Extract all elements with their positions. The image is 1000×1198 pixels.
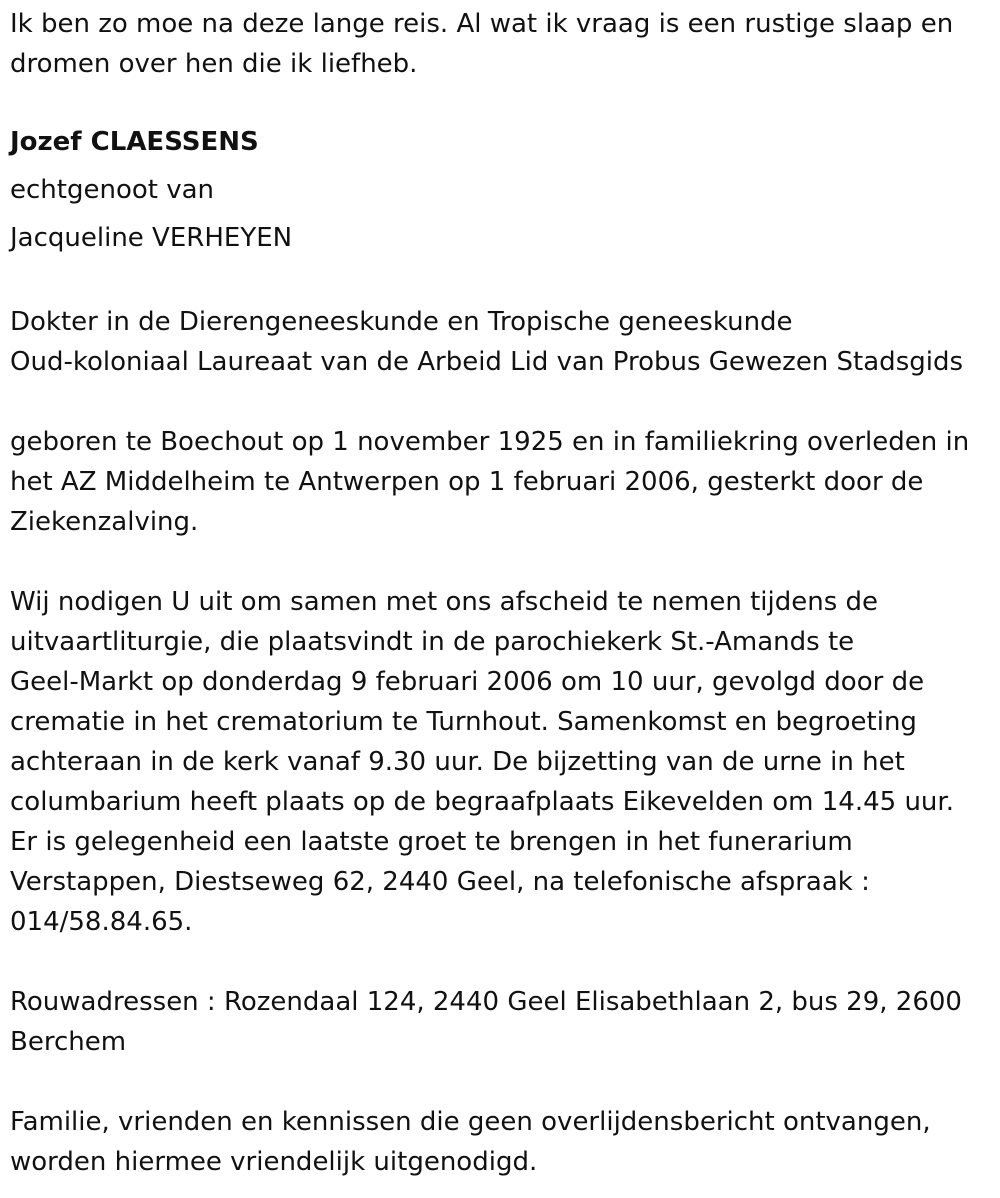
invitation-line: 014/58.84.65. — [10, 907, 193, 937]
invitation-line: Geel-Markt op donderdag 9 februari 2006 om 10 uur, gevolgd door de — [10, 667, 925, 697]
spacer — [10, 262, 995, 302]
address-line: Berchem — [10, 1027, 127, 1057]
address-paragraph — [10, 982, 995, 1062]
birth-death-line: het AZ Middelheim te Antwerpen op 1 februari 2006, gesterkt door de — [10, 467, 924, 497]
invitation-line: Verstappen, Diestseweg 62, 2440 Geel, na telefonische afspraak : — [10, 867, 870, 897]
titles-paragraph — [10, 302, 995, 382]
closing-line: Familie, vrienden en kennissen die geen overlijdensbericht ontvangen, — [10, 1107, 931, 1137]
titles-line: Oud-koloniaal Laureaat van de Arbeid Lid van Probus Gewezen Stadsgids — [10, 347, 964, 377]
invitation-line: uitvaartliturgie, die plaatsvindt in de parochiekerk St.-Amands te — [10, 627, 855, 657]
spacer — [10, 84, 995, 118]
invitation-line: achteraan in de kerk vanaf 9.30 uur. De bijzetting van de urne in het — [10, 747, 905, 777]
titles-line: Dokter in de Dierengeneeskunde en Tropische geneeskunde — [10, 307, 793, 337]
relation-text: echtgenoot van — [10, 175, 215, 205]
invitation-line: Er is gelegenheid een laatste groet te brengen in het funerarium — [10, 827, 853, 857]
invitation-paragraph — [10, 582, 995, 942]
quote-line: Ik ben zo moe na deze lange reis. Al wat ik vraag is een rustige slaap en — [10, 9, 954, 39]
spacer — [10, 542, 995, 582]
spacer — [10, 382, 995, 422]
birth-death-line: geboren te Boechout op 1 november 1925 en in familiekring overleden in — [10, 427, 970, 457]
spacer — [10, 1062, 995, 1102]
address-line: Rouwadressen : Rozendaal 124, 2440 Geel Elisabethlaan 2, bus 29, 2600 — [10, 987, 962, 1017]
closing-line: worden hiermee vriendelijk uitgenodigd. — [10, 1147, 538, 1177]
birth-death-line: Ziekenzalving. — [10, 507, 199, 537]
invitation-line: Wij nodigen U uit om samen met ons afscheid te nemen tijdens de — [10, 587, 879, 617]
invitation-line: crematie in het crematorium te Turnhout. Samenkomst en begroeting — [10, 707, 917, 737]
closing-paragraph — [10, 1102, 995, 1182]
quote-line: dromen over hen die ik liefheb. — [10, 49, 418, 79]
spacer — [10, 942, 995, 982]
spouse-name: Jacqueline VERHEYEN — [10, 223, 293, 253]
deceased-name: Jozef CLAESSENS — [10, 127, 259, 157]
birth-death-paragraph — [10, 422, 995, 542]
obituary-notice — [10, 4, 995, 1182]
quote-paragraph — [10, 4, 995, 84]
invitation-line: columbarium heeft plaats op de begraafplaats Eikevelden om 14.45 uur. — [10, 787, 954, 817]
